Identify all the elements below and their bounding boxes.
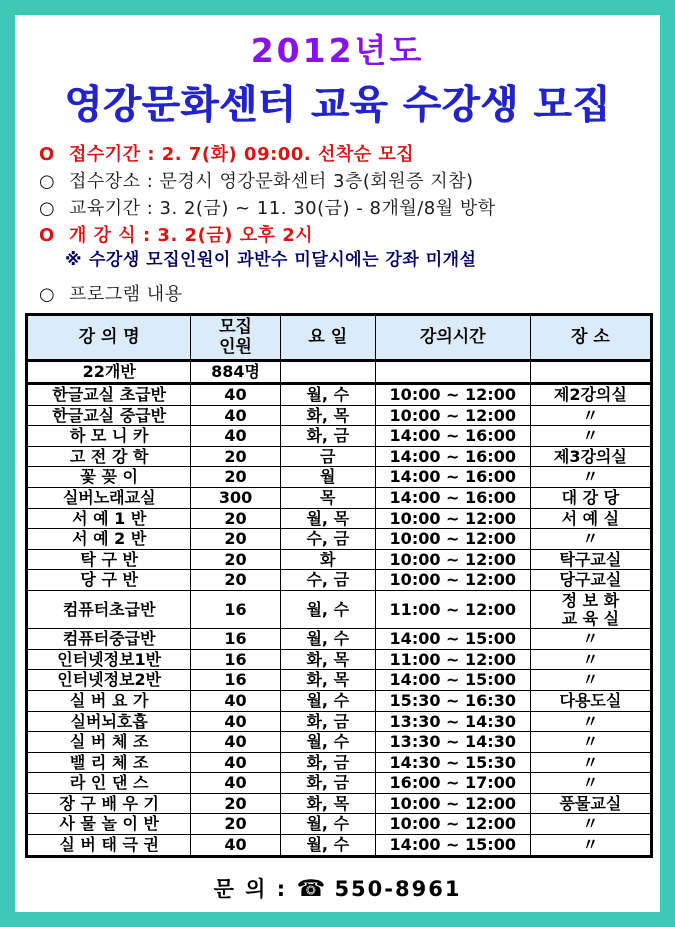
cell-time: 10:00 ~ 12:00 (375, 814, 530, 835)
contact-phone-number: 550-8961 (334, 876, 462, 901)
table-row-9 (27, 570, 652, 591)
cell-days: 화, 목 (280, 405, 375, 426)
cell-days: 화, 금 (280, 752, 375, 773)
cell-time: 10:00 ~ 12:00 (375, 549, 530, 570)
cell-days: 금 (280, 446, 375, 467)
notice-item-4 (65, 252, 650, 269)
page-title: 영강문화센터 교육 수강생 모집 (64, 83, 611, 128)
cell-place: 〃 (530, 732, 651, 753)
cell-days: 수, 금 (280, 570, 375, 591)
cell-capacity: 20 (191, 570, 280, 591)
cell-place: 서 예 실 (530, 508, 651, 529)
cell-name: 당 구 반 (27, 570, 191, 591)
cell-days: 월, 수 (280, 384, 375, 406)
cell-place: 〃 (530, 835, 651, 857)
cell-capacity: 20 (191, 508, 280, 529)
notice-item-5 (39, 286, 650, 304)
table-row-18 (27, 773, 652, 794)
cell-name: 서 예 1 반 (27, 508, 191, 529)
table-row-2 (27, 426, 652, 447)
cell-capacity: 40 (191, 690, 280, 711)
cell-place: 풍물교실 (530, 793, 651, 814)
cell-name: 컴퓨터초급반 (27, 590, 191, 628)
cell-capacity: 40 (191, 405, 280, 426)
column-header-1: 모집 인원 (191, 315, 280, 361)
cell-time: 14:00 ~ 15:00 (375, 629, 530, 650)
year-title: 2012년도 (250, 31, 425, 70)
notice-text: 교육기간 : 3. 2(금) ~ 11. 30(금) - 8개월/8월 방학 (69, 198, 496, 219)
cell-place: 정 보 화 교 육 실 (530, 590, 651, 628)
cell-name: 탁 구 반 (27, 549, 191, 570)
cell-days: 목 (280, 487, 375, 508)
cell-place: 대 강 당 (530, 487, 651, 508)
bullet-circle-icon: ○ (39, 198, 56, 219)
bullet-circle-icon: ○ (39, 284, 56, 305)
poster-content (15, 15, 660, 903)
cell-name: 22개반 (27, 361, 191, 384)
cell-time: 14:00 ~ 16:00 (375, 487, 530, 508)
cell-time: 15:30 ~ 16:30 (375, 690, 530, 711)
table-row-5 (27, 487, 652, 508)
table-row-16 (27, 732, 652, 753)
table-row-11 (27, 629, 652, 650)
table-row-21 (27, 835, 652, 857)
cell-capacity: 16 (191, 629, 280, 650)
program-table (25, 313, 653, 858)
cell-days: 월, 수 (280, 629, 375, 650)
cell-time: 14:00 ~ 16:00 (375, 426, 530, 447)
cell-time: 10:00 ~ 12:00 (375, 405, 530, 426)
cell-time: 13:30 ~ 14:30 (375, 732, 530, 753)
cell-days: 월, 수 (280, 814, 375, 835)
cell-capacity: 20 (191, 814, 280, 835)
cell-days: 화, 목 (280, 793, 375, 814)
bullet-circle-icon: ○ (39, 171, 56, 192)
cell-days: 월, 수 (280, 690, 375, 711)
cell-time: 14:00 ~ 16:00 (375, 467, 530, 488)
cell-capacity: 40 (191, 835, 280, 857)
cell-time: 14:00 ~ 15:00 (375, 835, 530, 857)
cell-name: 장 구 배 우 기 (27, 793, 191, 814)
table-row-4 (27, 467, 652, 488)
contact-label: 문 의 : (213, 876, 288, 901)
table-row-12 (27, 649, 652, 670)
cell-capacity: 20 (191, 467, 280, 488)
column-header-4: 장 소 (530, 315, 651, 361)
table-row-7 (27, 529, 652, 550)
cell-time: 14:30 ~ 15:30 (375, 752, 530, 773)
cell-name: 라 인 댄 스 (27, 773, 191, 794)
table-row-13 (27, 670, 652, 691)
cell-time (375, 361, 530, 384)
reference-mark-icon: ※ (65, 250, 83, 270)
cell-name: 인터넷정보2반 (27, 670, 191, 691)
notice-text: 개 강 식 : 3. 2(금) 오후 2시 (69, 225, 314, 246)
contact-footer (25, 873, 650, 903)
cell-capacity: 40 (191, 773, 280, 794)
cell-days: 월, 수 (280, 590, 375, 628)
cell-days: 월, 수 (280, 835, 375, 857)
cell-name: 고 전 강 학 (27, 446, 191, 467)
program-table-header (27, 315, 652, 361)
cell-place: 탁구교실 (530, 549, 651, 570)
cell-time: 10:00 ~ 12:00 (375, 508, 530, 529)
table-row-0 (27, 384, 652, 406)
cell-place: 〃 (530, 752, 651, 773)
cell-time: 14:00 ~ 16:00 (375, 446, 530, 467)
cell-place: 다용도실 (530, 690, 651, 711)
table-row-15 (27, 711, 652, 732)
notice-item-1 (39, 173, 650, 191)
cell-time: 10:00 ~ 12:00 (375, 384, 530, 406)
table-row-19 (27, 793, 652, 814)
column-header-0: 강 의 명 (27, 315, 191, 361)
cell-place (530, 361, 651, 384)
cell-place: 당구교실 (530, 570, 651, 591)
cell-days: 월, 목 (280, 508, 375, 529)
cell-name: 실버노래교실 (27, 487, 191, 508)
cell-days: 화, 금 (280, 711, 375, 732)
cell-place: 〃 (530, 711, 651, 732)
cell-place: 〃 (530, 773, 651, 794)
cell-time: 10:00 ~ 12:00 (375, 529, 530, 550)
cell-place: 〃 (530, 426, 651, 447)
cell-capacity: 20 (191, 549, 280, 570)
cell-time: 10:00 ~ 12:00 (375, 793, 530, 814)
cell-name: 한글교실 중급반 (27, 405, 191, 426)
notice-item-0 (39, 146, 650, 164)
cell-place: 제3강의실 (530, 446, 651, 467)
notice-item-3 (39, 227, 650, 245)
cell-place: 〃 (530, 814, 651, 835)
header-row (27, 315, 652, 361)
cell-days: 월 (280, 467, 375, 488)
cell-name: 꽃 꽂 이 (27, 467, 191, 488)
notice-text: 접수기간 : 2. 7(화) 09:00. 선착순 모집 (69, 144, 415, 165)
cell-time: 16:00 ~ 17:00 (375, 773, 530, 794)
cell-place: 〃 (530, 405, 651, 426)
cell-place: 〃 (530, 649, 651, 670)
table-row-1 (27, 405, 652, 426)
cell-name: 밸 리 체 조 (27, 752, 191, 773)
cell-place: 〃 (530, 529, 651, 550)
cell-days (280, 361, 375, 384)
cell-capacity: 40 (191, 384, 280, 406)
cell-capacity: 40 (191, 711, 280, 732)
cell-days: 화 (280, 549, 375, 570)
program-table-body (27, 361, 652, 857)
table-row-6 (27, 508, 652, 529)
cell-time: 10:00 ~ 12:00 (375, 570, 530, 591)
cell-capacity: 16 (191, 590, 280, 628)
cell-capacity: 20 (191, 529, 280, 550)
cell-capacity: 20 (191, 793, 280, 814)
cell-time: 11:00 ~ 12:00 (375, 649, 530, 670)
cell-days: 화, 금 (280, 773, 375, 794)
cell-name: 하 모 니 카 (27, 426, 191, 447)
table-row-20 (27, 814, 652, 835)
bullet-circle-icon: O (39, 144, 55, 165)
cell-capacity: 16 (191, 649, 280, 670)
cell-name: 실 버 체 조 (27, 732, 191, 753)
cell-capacity: 884명 (191, 361, 280, 384)
table-row-10 (27, 590, 652, 628)
cell-place: 〃 (530, 670, 651, 691)
cell-place: 〃 (530, 629, 651, 650)
cell-name: 한글교실 초급반 (27, 384, 191, 406)
cell-name: 사 물 놀 이 반 (27, 814, 191, 835)
table-row-14 (27, 690, 652, 711)
cell-name: 실 버 태 극 권 (27, 835, 191, 857)
cell-name: 인터넷정보1반 (27, 649, 191, 670)
summary-row (27, 361, 652, 384)
cell-days: 화, 금 (280, 426, 375, 447)
cell-days: 화, 목 (280, 670, 375, 691)
cell-capacity: 40 (191, 426, 280, 447)
table-row-17 (27, 752, 652, 773)
notice-item-2 (39, 200, 650, 218)
cell-capacity: 20 (191, 446, 280, 467)
notice-text: 프로그램 내용 (69, 284, 183, 305)
cell-days: 화, 목 (280, 649, 375, 670)
cell-name: 실버뇌호흡 (27, 711, 191, 732)
phone-icon: ☎ (296, 875, 326, 902)
notice-list (39, 146, 650, 304)
column-header-2: 요 일 (280, 315, 375, 361)
bullet-circle-icon: O (39, 225, 55, 246)
table-row-8 (27, 549, 652, 570)
notice-text: 접수장소 : 문경시 영강문화센터 3층(회원증 지참) (69, 171, 474, 192)
table-row-3 (27, 446, 652, 467)
cell-place: 〃 (530, 467, 651, 488)
cell-capacity: 16 (191, 670, 280, 691)
cell-capacity: 40 (191, 752, 280, 773)
cell-days: 월, 수 (280, 732, 375, 753)
cell-capacity: 40 (191, 732, 280, 753)
cell-time: 14:00 ~ 15:00 (375, 670, 530, 691)
cell-place: 제2강의실 (530, 384, 651, 406)
notice-text: 수강생 모집인원이 과반수 미달시에는 강좌 미개설 (89, 250, 477, 270)
cell-days: 수, 금 (280, 529, 375, 550)
cell-name: 컴퓨터중급반 (27, 629, 191, 650)
cell-capacity: 300 (191, 487, 280, 508)
column-header-3: 강의시간 (375, 315, 530, 361)
cell-time: 11:00 ~ 12:00 (375, 590, 530, 628)
cell-time: 13:30 ~ 14:30 (375, 711, 530, 732)
cell-name: 실 버 요 가 (27, 690, 191, 711)
cell-name: 서 예 2 반 (27, 529, 191, 550)
